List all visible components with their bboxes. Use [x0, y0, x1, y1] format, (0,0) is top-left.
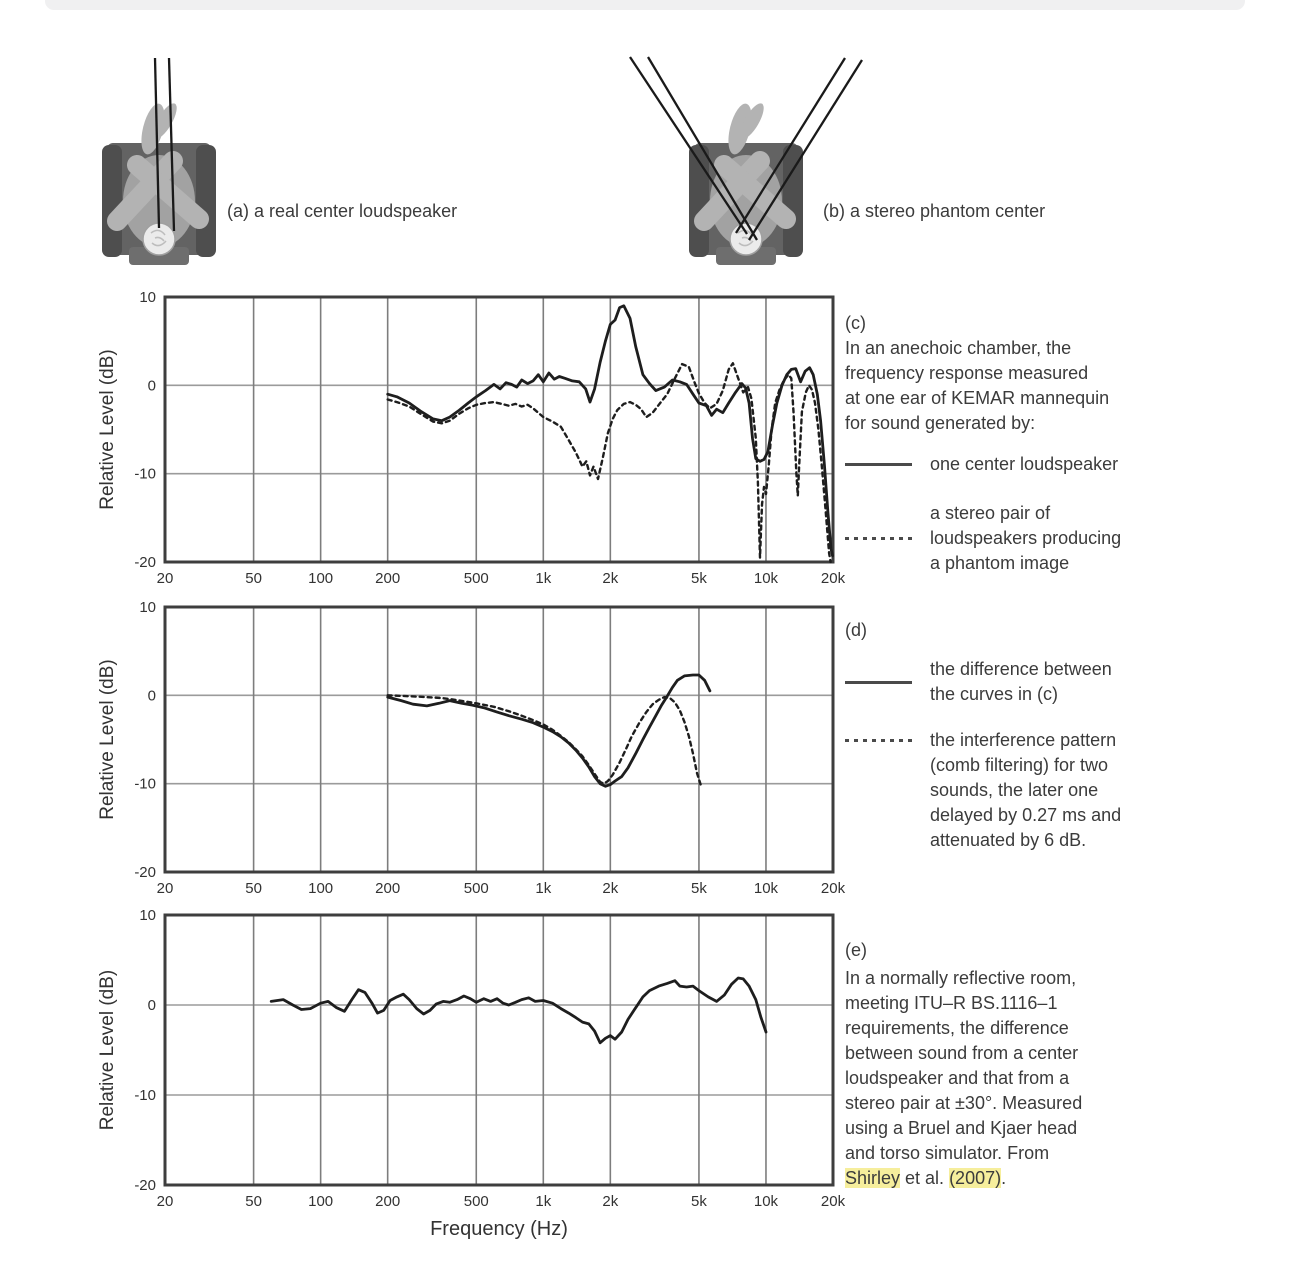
caption-text: meeting ITU–R BS.1116–1: [845, 993, 1058, 1013]
legend-solid-row: [845, 452, 1285, 477]
x-tick-label: 10k: [753, 880, 779, 897]
panel-tag: (e): [845, 940, 867, 960]
x-tick-label: 20: [156, 570, 174, 587]
panel-d-caption: [845, 618, 1285, 853]
x-tick-label: 50: [245, 880, 262, 897]
x-tick-label: 500: [463, 570, 489, 587]
dashed-line-sample-icon: [845, 739, 912, 742]
legend-line: a phantom image: [930, 553, 1070, 573]
caption-text: requirements, the difference: [845, 1018, 1069, 1038]
x-tick-label: 1k: [535, 880, 552, 897]
x-tick-label: 20k: [820, 1193, 846, 1210]
plot-frame: [165, 607, 833, 872]
legend-line: the curves in (c): [930, 684, 1059, 704]
x-tick-label: 200: [375, 880, 401, 897]
y-tick-label: -10: [134, 465, 156, 483]
y-axis-title: Relative Level (dB): [97, 659, 118, 820]
dashed-line-sample-icon: [845, 537, 912, 540]
x-tick-label: 20k: [820, 570, 846, 587]
y-tick-label: -20: [134, 554, 156, 571]
x-tick-label: 500: [463, 1193, 489, 1210]
x-tick-label: 2k: [602, 1193, 619, 1210]
caption-text: using a Bruel and Kjaer head: [845, 1118, 1078, 1138]
diagram-b-label: (b) a stereo phantom center: [823, 201, 1046, 221]
legend-line: (comb filtering) for two: [930, 755, 1109, 775]
solid-line-sample-icon: [845, 463, 912, 466]
y-tick-label: 10: [139, 600, 156, 616]
panel-tag: (c): [845, 313, 866, 333]
x-tick-label: 100: [308, 880, 334, 897]
caption-line: [845, 1166, 1285, 1191]
solid-line-sample-icon: [845, 681, 912, 684]
listener-diagram-real-center: [95, 50, 235, 285]
x-tick-label: 200: [375, 1193, 401, 1210]
listener-diagram-phantom-center: [595, 48, 880, 280]
legend-dashed-row: [845, 501, 1285, 576]
caption-text: between sound from a center: [845, 1043, 1079, 1063]
caption-text: .: [1001, 1168, 1007, 1188]
x-tick-label: 200: [375, 570, 401, 587]
panel-e-caption: [845, 938, 1285, 1191]
legend-line: sounds, the later one: [930, 780, 1099, 800]
legend-text: [930, 452, 1118, 477]
x-tick-label: 5k: [691, 880, 707, 897]
x-tick-label: 100: [308, 570, 334, 587]
y-tick-label: -10: [134, 1087, 156, 1104]
x-axis-title: Frequency (Hz): [430, 1218, 568, 1240]
plot-frame: [165, 915, 833, 1185]
caption-line: [845, 1041, 1285, 1066]
caption-line: [845, 1066, 1285, 1091]
y-axis-title: Relative Level (dB): [97, 349, 118, 510]
caption-line: [845, 1141, 1285, 1166]
x-tick-label: 100: [308, 1193, 334, 1210]
caption-text: et al.: [900, 1168, 950, 1188]
caption-text: and torso simulator. From: [845, 1143, 1050, 1163]
legend-line: one center loudspeaker: [930, 454, 1119, 474]
chart-e: [60, 905, 850, 1250]
chart-d: [60, 600, 850, 910]
curve-dashed: [388, 695, 701, 785]
caption-line: frequency response measured: [845, 363, 1089, 383]
x-tick-label: 20: [156, 1193, 174, 1210]
legend-line: the difference between: [930, 659, 1112, 679]
legend-dashed-row: [845, 728, 1285, 853]
y-tick-label: 0: [147, 377, 156, 395]
caption-line: [845, 991, 1285, 1016]
y-tick-label: -20: [134, 1177, 156, 1194]
panel-tag: (d): [845, 620, 867, 640]
curve-dashed: [388, 363, 831, 562]
legend-solid-row: [845, 657, 1285, 707]
legend-line: loudspeakers producing: [930, 528, 1122, 548]
x-tick-label: 10k: [753, 570, 779, 587]
x-tick-label: 50: [245, 570, 262, 587]
legend-text: [930, 728, 1121, 853]
x-tick-label: 10k: [753, 1193, 779, 1210]
caption-line: for sound generated by:: [845, 413, 1036, 433]
y-tick-label: -20: [134, 864, 156, 881]
y-tick-label: 0: [147, 687, 156, 705]
x-tick-label: 50: [245, 1193, 262, 1210]
x-tick-label: 1k: [535, 1193, 552, 1210]
y-axis-title: Relative Level (dB): [97, 969, 118, 1131]
legend-text: [930, 657, 1112, 707]
y-tick-label: 10: [139, 290, 156, 306]
legend-line: a stereo pair of: [930, 503, 1051, 523]
caption-line: In an anechoic chamber, the: [845, 338, 1072, 358]
top-rounded-bar: [45, 0, 1245, 10]
x-tick-label: 5k: [691, 1193, 707, 1210]
caption-line: [845, 1091, 1285, 1116]
diagram-a-label: (a) a real center loudspeaker: [227, 201, 458, 221]
x-tick-label: 2k: [602, 880, 619, 897]
citation-highlight[interactable]: (2007): [949, 1168, 1002, 1188]
panel-c-caption: [845, 311, 1285, 576]
x-tick-label: 2k: [602, 570, 619, 587]
caption-line: [845, 1116, 1285, 1141]
y-tick-label: 10: [139, 907, 156, 924]
curve-solid: [271, 978, 766, 1043]
y-tick-label: -10: [134, 775, 156, 793]
x-tick-label: 500: [463, 880, 489, 897]
citation-highlight[interactable]: Shirley: [845, 1168, 901, 1188]
y-tick-label: 0: [147, 997, 156, 1014]
caption-line: [845, 966, 1285, 991]
caption-text: stereo pair at ±30°. Measured: [845, 1093, 1083, 1113]
x-tick-label: 5k: [691, 570, 707, 587]
legend-line: attenuated by 6 dB.: [930, 830, 1087, 850]
caption-text: loudspeaker and that from a: [845, 1068, 1070, 1088]
x-tick-label: 20: [156, 880, 174, 897]
caption-text: In a normally reflective room,: [845, 968, 1077, 988]
curve-solid: [388, 675, 710, 786]
x-tick-label: 20k: [820, 880, 846, 897]
chart-c: [60, 290, 850, 600]
caption-line: at one ear of KEMAR mannequin: [845, 388, 1110, 408]
caption-line: [845, 1016, 1285, 1041]
plot-frame: [165, 297, 833, 562]
legend-text: [930, 501, 1121, 576]
x-tick-label: 1k: [535, 570, 552, 587]
legend-line: delayed by 0.27 ms and: [930, 805, 1122, 825]
legend-line: the interference pattern: [930, 730, 1117, 750]
